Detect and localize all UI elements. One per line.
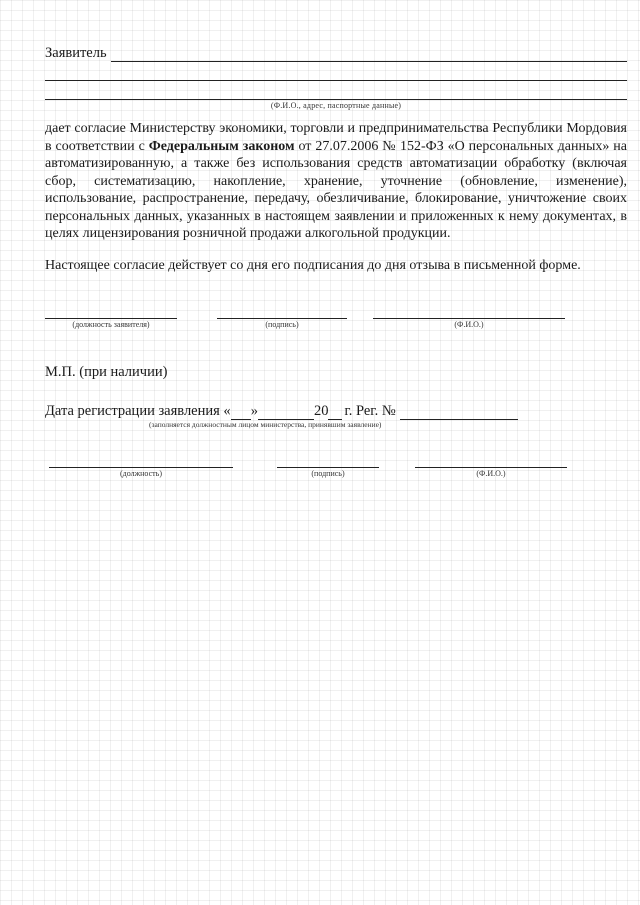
applicant-caption: (Ф.И.О., адрес, паспортные данные) — [270, 101, 402, 110]
official-position-field — [49, 459, 233, 478]
registration-close-quote: » — [250, 403, 258, 419]
official-signature-row — [45, 459, 627, 489]
official-position-caption: (должность) — [120, 469, 162, 478]
applicant-position-caption: (должность заявителя) — [72, 320, 150, 329]
signature-line — [217, 310, 347, 319]
signature-line — [415, 459, 567, 468]
registration-label: Дата регистрации заявления « — [45, 403, 231, 419]
validity-paragraph: Настоящее согласие действует со дня его подписания до дня отзыва в письменной форме. — [45, 257, 581, 273]
federal-law-reference: Федеральным законом — [148, 138, 295, 154]
consent-text-start: дает согласие Министерству экономики, торговли и предпринимательства Республики Мордовия в соответствии с — [45, 121, 627, 154]
official-signature-caption: (подпись) — [311, 469, 345, 478]
applicant-signature-field — [217, 310, 347, 329]
applicant-line-1 — [111, 43, 627, 62]
official-signature-field — [277, 459, 379, 478]
consent-form — [45, 40, 627, 489]
official-name-field — [415, 459, 567, 478]
signature-line — [49, 459, 233, 468]
signature-line — [373, 310, 565, 319]
applicant-signature-row — [45, 310, 627, 340]
signature-line — [277, 459, 379, 468]
registration-year-field — [328, 405, 342, 420]
applicant-name-field — [373, 310, 565, 329]
signature-line — [45, 310, 177, 319]
official-name-caption: (Ф.И.О.) — [476, 469, 506, 478]
registration-caption: (заполняется должностным лицом министерства, принявшим заявление) — [149, 420, 382, 429]
applicant-position-field — [45, 310, 177, 329]
registration-row — [45, 403, 627, 420]
applicant-name-caption: (Ф.И.О.) — [454, 320, 484, 329]
applicant-signature-caption: (подпись) — [265, 320, 299, 329]
consent-text-end: от 27.07.2006 № 152-ФЗ «О персональных данных» на автоматизированную, а также без использования средств автоматизации обработку (включая сбор, систематизацию, накопление, хранение, уточнение (обновление, изменение), использование, распространение, передачу, обезличивание, блокирование, уничтожение своих персональных данных, указанных в настоящем заявлении и приложенных к нему документах, в целях лицензирования розничной продажи алкогольной продукции. — [45, 138, 627, 241]
applicant-line-2 — [45, 62, 627, 81]
registration-day-field — [231, 405, 251, 420]
registration-year-prefix: 20 — [313, 403, 329, 419]
applicant-row — [45, 40, 627, 62]
registration-month-field — [258, 405, 314, 420]
registration-number-field — [400, 405, 518, 420]
consent-paragraph — [45, 120, 627, 243]
applicant-label: Заявитель — [45, 45, 107, 61]
stamp-label: М.П. (при наличии) — [45, 364, 168, 380]
registration-year-suffix: г. Рег. № — [344, 403, 396, 419]
applicant-line-3 — [45, 81, 627, 100]
